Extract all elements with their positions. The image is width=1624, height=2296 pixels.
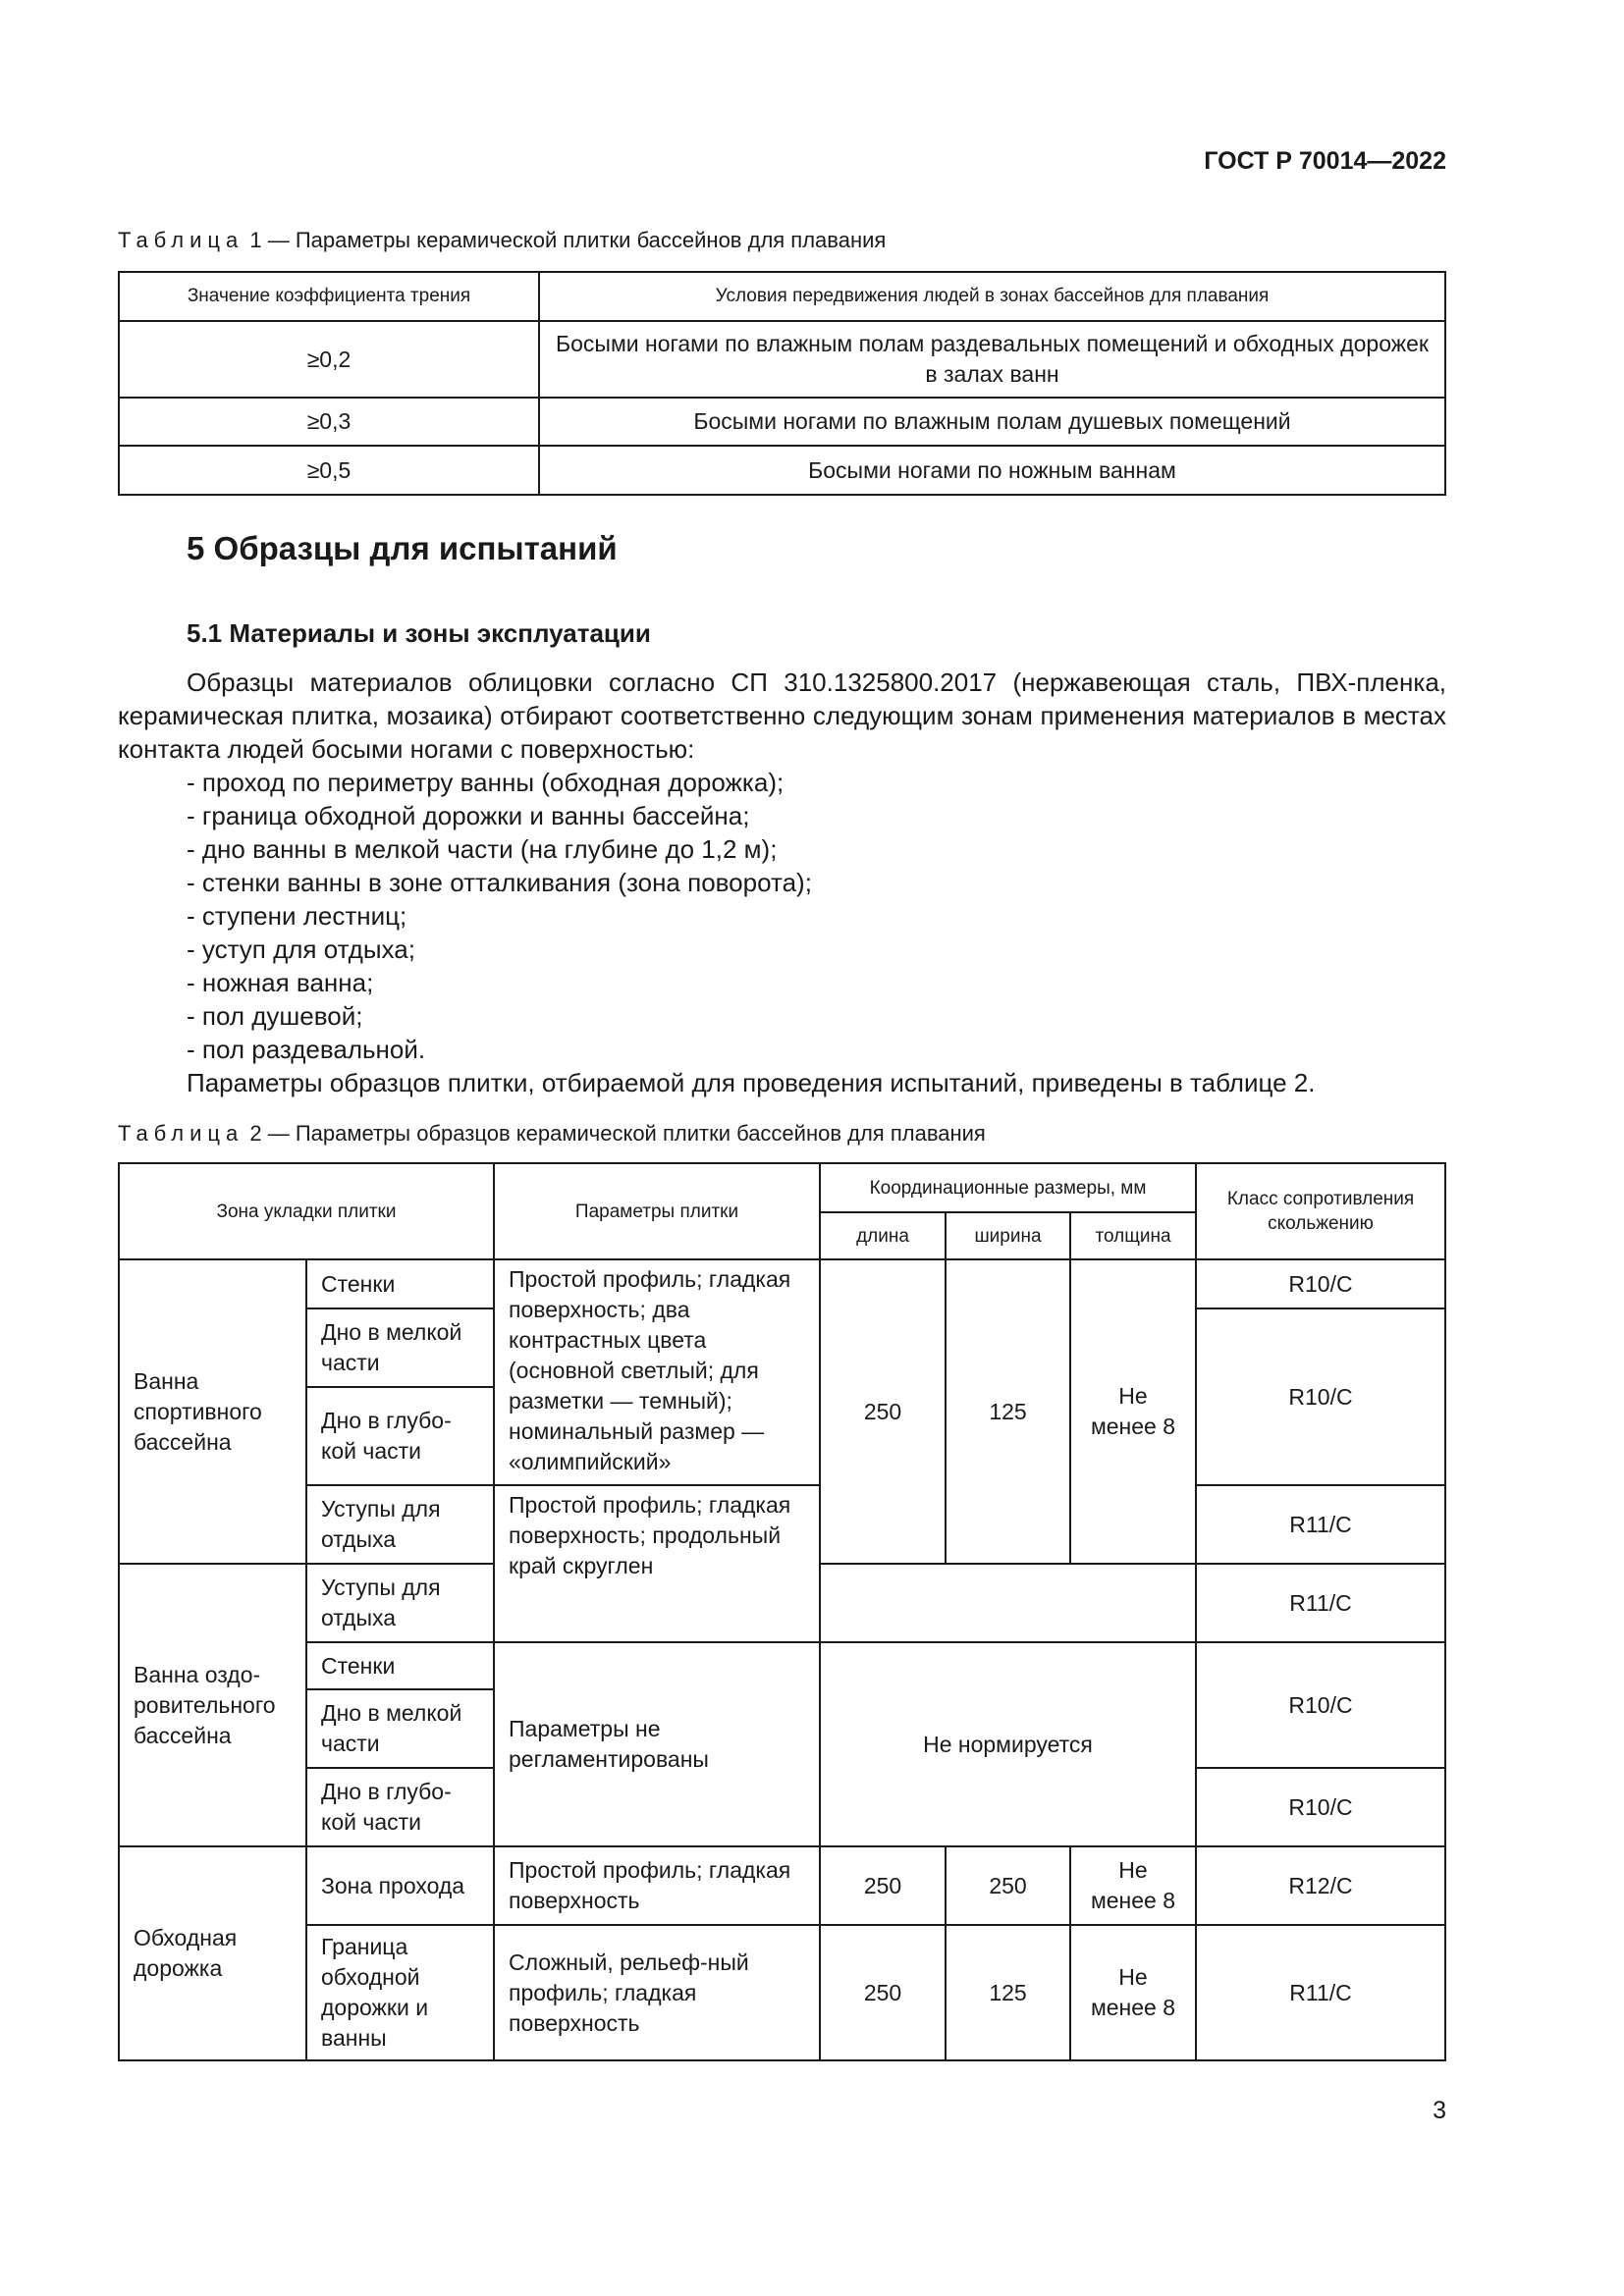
dimension-filler [820,1564,1196,1642]
subzone-deep-bottom: Дно в глубо-кой части [306,1387,494,1485]
params-header: Параметры плитки [494,1163,820,1259]
tile-parameters-table [118,1162,1446,2061]
width-value: 250 [946,1846,1070,1925]
list-item: - ножная ванна; [187,968,374,997]
table-row [119,321,1445,398]
subzone-rest-ledges: Уступы для отдыха [306,1485,494,1564]
slip-class: R10/C [1196,1642,1445,1768]
section-heading: 5 Образцы для испытаний [187,530,618,566]
list-item: - ступени лестниц; [187,901,407,931]
outro-paragraph: Параметры образцов плитки, отбираемой для проведения испытаний, приведены в таблице 2. [187,1068,1316,1097]
movement-condition: Босыми ногами по ножным ваннам [539,446,1445,495]
movement-condition: Босыми ногами по влажным полам раздевальных помещений и обходных дорожек в залах ванн [539,321,1445,398]
subzone-border: Граница обходной дорожки и ванны [306,1925,494,2060]
zone-header: Зона укладки плитки [119,1163,494,1259]
zone-health-pool: Ванна оздо-ровительного бассейна [119,1564,306,1846]
table-row [119,1259,1445,1308]
subzone-walls: Стенки [306,1259,494,1308]
slip-class: R12/C [1196,1846,1445,1925]
list-item: - стенки ванны в зоне отталкивания (зона поворота); [187,868,812,897]
list-item: - пол раздевальной. [187,1035,426,1064]
dimensions-header: Координационные размеры, мм [820,1163,1196,1212]
list-item: - пол душевой; [187,1001,363,1031]
slip-class: R10/C [1196,1308,1445,1485]
movement-condition: Босыми ногами по влажным полам душевых помещений [539,398,1445,446]
page-number: 3 [1433,2097,1446,2124]
subzone-shallow-bottom: Дно в мелкой части [306,1689,494,1768]
width-value: 125 [946,1925,1070,2060]
table2-caption-title: 2 — Параметры образцов керамической плитки бассейнов для плавания [244,1121,986,1146]
zone-sport-pool: Ванна спортивного бассейна [119,1259,306,1564]
length-header: длина [820,1212,946,1259]
table1-caption [118,228,886,253]
dimensions-not-normed: Не нормируется [820,1642,1196,1846]
thickness-value: Не менее 8 [1070,1259,1196,1564]
friction-value: ≥0,2 [119,321,539,398]
table1-caption-label: Таблица [118,228,244,252]
tile-params: Простой профиль; гладкая поверхность; продольный край скруглен [494,1485,820,1642]
width-header: ширина [946,1212,1070,1259]
list-item: - уступ для отдыха; [187,934,415,964]
table2-caption-label: Таблица [118,1121,244,1146]
list-item: - дно ванны в мелкой части (на глубине до 1,2 м); [187,834,778,864]
thickness-value: Не менее 8 [1070,1925,1196,2060]
slip-class: R10/C [1196,1259,1445,1308]
table2-caption [118,1121,986,1147]
length-value: 250 [820,1925,946,2060]
intro-paragraph: Образцы материалов облицовки согласно СП 310.1325800.2017 (нержавеющая сталь, ПВХ-пленка, керамическая плитка, мозаика) отбирают соответственно следующим зонам применения материалов в местах контакта людей босыми ногами с поверхностью: [118,667,1446,764]
table-row [119,1485,1445,1564]
tile-params: Простой профиль; гладкая поверхность; два контрастных цвета (основной светлый; для разметки — темный); номинальный размер — «олимпийский» [494,1259,820,1485]
slip-class: R11/C [1196,1564,1445,1642]
table-row [119,446,1445,495]
thickness-header: толщина [1070,1212,1196,1259]
list-item: - проход по периметру ванны (обходная дорожка); [187,768,785,797]
subzone-pass-zone: Зона прохода [306,1846,494,1925]
tile-params: Параметры не регламентированы [494,1642,820,1846]
tile-params: Сложный, рельеф-ный профиль; гладкая поверхность [494,1925,820,2060]
friction-table [118,271,1446,496]
table-row [119,398,1445,446]
document-number: ГОСТ Р 70014—2022 [1204,147,1446,175]
table1-caption-title: 1 — Параметры керамической плитки бассейнов для плавания [244,228,887,252]
slip-class: R10/C [1196,1768,1445,1846]
slip-class: R11/C [1196,1485,1445,1564]
subzone-rest-ledges: Уступы для отдыха [306,1564,494,1642]
slip-class-header: Класс сопротивления скольжению [1196,1163,1445,1259]
length-value: 250 [820,1259,946,1564]
friction-value: ≥0,3 [119,398,539,446]
width-value: 125 [946,1259,1070,1564]
slip-class: R11/C [1196,1925,1445,2060]
section-body [118,666,1446,1099]
table-header-cell: Условия передвижения людей в зонах бассейнов для плавания [539,272,1445,321]
table-header-row [119,1163,1445,1212]
table-header-cell: Значение коэффициента трения [119,272,539,321]
subsection-heading: 5.1 Материалы и зоны эксплуатации [187,618,651,648]
table-header-row [119,272,1445,321]
subzone-walls: Стенки [306,1642,494,1689]
friction-value: ≥0,5 [119,446,539,495]
table-row [119,1846,1445,1925]
zone-walkway: Обходная дорожка [119,1846,306,2060]
subzone-deep-bottom: Дно в глубо-кой части [306,1768,494,1846]
length-value: 250 [820,1846,946,1925]
table-row [119,1925,1445,2060]
subzone-shallow-bottom: Дно в мелкой части [306,1308,494,1387]
tile-params: Простой профиль; гладкая поверхность [494,1846,820,1925]
thickness-value: Не менее 8 [1070,1846,1196,1925]
list-item: - граница обходной дорожки и ванны бассейна; [187,801,750,830]
table-row [119,1642,1445,1689]
